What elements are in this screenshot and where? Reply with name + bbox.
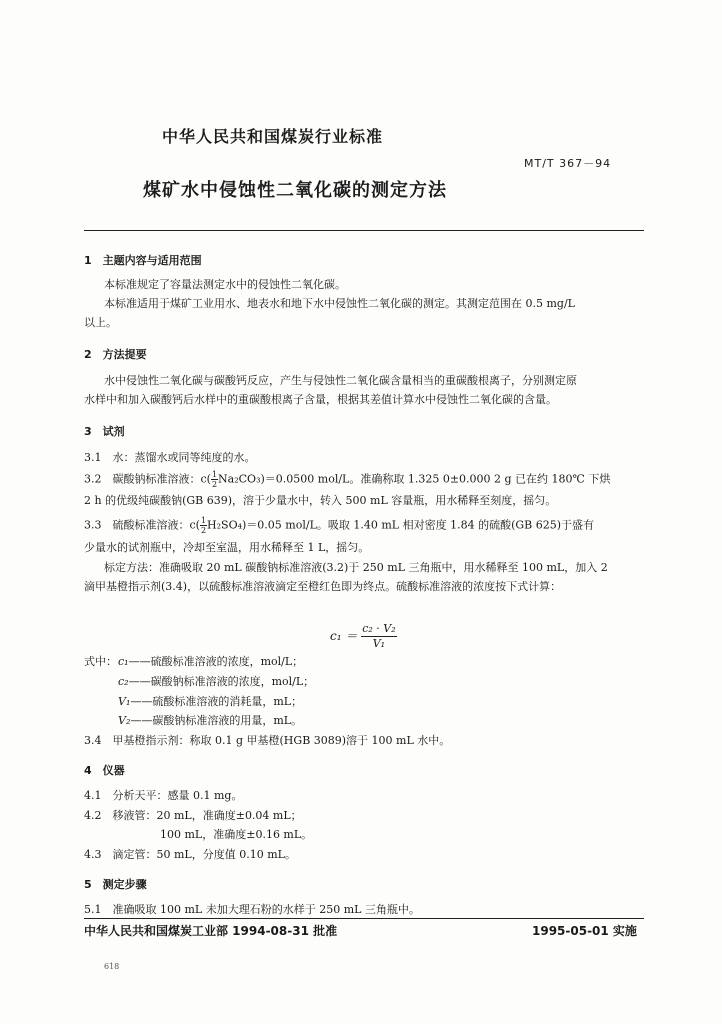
item-3-3-continued: 少量水的试剂瓶中，冷却至室温，用水稀释至 1 L，摇匀。 <box>84 541 370 554</box>
symbol: c₁ <box>118 655 129 668</box>
item-3-2-prefix: 3.2 碳酸钠标准溶液：c( <box>84 472 211 486</box>
definition: ——碳酸钠标准溶液的用量，mL。 <box>130 714 303 727</box>
item-4-2: 4.2 移液管：20 mL，准确度±0.04 mL； <box>84 809 302 822</box>
definition: ——碳酸钠标准溶液的浓度，mol/L； <box>128 675 315 688</box>
item-3-4: 3.4 甲基橙指示剂：称取 0.1 g 甲基橙(HGB 3089)溶于 100 mL 水中。 <box>84 734 451 747</box>
section-2-paragraph: 水样中和加入碳酸钙后水样中的重碳酸根离子含量，根据其差值计算水中侵蚀性二氧化碳的含量。 <box>84 393 557 406</box>
formula-fraction <box>361 622 396 651</box>
approval-line: 中华人民共和国煤炭工业部 1994-08-31 批准 <box>84 924 338 938</box>
definition: ——硫酸标准溶液的浓度，mol/L； <box>128 655 304 668</box>
section-2-heading: 2 方法提要 <box>84 348 147 361</box>
item-4-3: 4.3 滴定管：50 mL，分度值 0.10 mL。 <box>84 848 296 861</box>
standard-category-title: 中华人民共和国煤炭行业标准 <box>162 127 384 146</box>
fraction-numerator: 1 <box>211 470 218 479</box>
section-1-paragraph: 以上。 <box>84 316 117 329</box>
footer-rule <box>84 918 644 919</box>
fraction <box>211 470 218 489</box>
where-item <box>118 653 303 670</box>
symbol: c₂ <box>118 675 129 688</box>
section-1-heading: 1 主题内容与适用范围 <box>84 254 202 267</box>
definition: ——硫酸标准溶液的消耗量，mL； <box>130 695 303 708</box>
where-item <box>118 693 302 710</box>
symbol: V₂ <box>118 714 131 727</box>
item-3-2-continued: 2 h 的优级纯碳酸钠(GB 639)，溶于少量水中，转入 500 mL 容量瓶，用水稀释至刻度，摇匀。 <box>84 494 557 507</box>
item-5-1: 5.1 准确吸取 100 mL 未加大理石粉的水样于 250 mL 三角瓶中。 <box>84 903 420 916</box>
document-title: 煤矿水中侵蚀性二氧化碳的测定方法 <box>143 180 447 201</box>
item-3-2-text: Na₂CO₃)＝0.0500 mol/L。准确称取 1.325 0±0.000 2 g 已在约 180℃ 下烘 <box>218 472 611 486</box>
formula <box>330 622 397 651</box>
item-3-3 <box>84 516 594 535</box>
formula-denominator: V₁ <box>372 637 386 650</box>
item-3-2 <box>84 470 610 489</box>
formula-lhs: c₁ ＝ <box>330 629 358 643</box>
symbol: V₁ <box>118 695 131 708</box>
implementation-date: 1995-05-01 实施 <box>532 924 637 938</box>
formula-numerator: c₂ · V₂ <box>362 622 396 635</box>
calibration-method: 标定方法：准确吸取 20 mL 碳酸钠标准溶液(3.2)于 250 mL 三角瓶中，用水稀释至 100 mL，加入 2 <box>104 561 608 574</box>
header-rule <box>84 230 644 231</box>
standard-code: MT/T 367－94 <box>524 157 612 170</box>
calibration-method-continued: 滴甲基橙指示剂(3.4)，以硫酸标准溶液滴定至橙红色即为终点。硫酸标准溶液的浓度按下式计算： <box>84 580 562 593</box>
fraction-denominator: 2 <box>200 526 207 535</box>
item-4-2-continued: 100 mL，准确度±0.16 mL。 <box>160 828 313 841</box>
page-number: 618 <box>104 962 120 971</box>
section-2-paragraph: 水中侵蚀性二氧化碳与碳酸钙反应，产生与侵蚀性二氧化碳含量相当的重碳酸根离子，分别测定原 <box>104 374 577 387</box>
where-item <box>118 712 302 729</box>
fraction <box>200 516 207 535</box>
item-3-3-prefix: 3.3 硫酸标准溶液：c( <box>84 518 200 532</box>
section-1-paragraph: 本标准适用于煤矿工业用水、地表水和地下水中侵蚀性二氧化碳的测定。其测定范围在 0.5 mg/L <box>104 297 575 310</box>
item-3-1: 3.1 水：蒸馏水或同等纯度的水。 <box>84 451 256 464</box>
where-label: 式中： <box>84 655 117 668</box>
where-item <box>118 673 314 690</box>
section-5-heading: 5 测定步骤 <box>84 878 147 891</box>
section-3-heading: 3 试剂 <box>84 425 125 438</box>
fraction-numerator: 1 <box>200 516 207 525</box>
item-4-1: 4.1 分析天平：感量 0.1 mg。 <box>84 789 243 802</box>
item-3-3-text: H₂SO₄)＝0.05 mol/L。吸取 1.40 mL 相对密度 1.84 的硫酸(GB 625)于盛有 <box>207 518 595 532</box>
section-4-heading: 4 仪器 <box>84 764 125 777</box>
section-1-paragraph: 本标准规定了容量法测定水中的侵蚀性二氧化碳。 <box>104 278 346 291</box>
fraction-denominator: 2 <box>211 480 218 489</box>
